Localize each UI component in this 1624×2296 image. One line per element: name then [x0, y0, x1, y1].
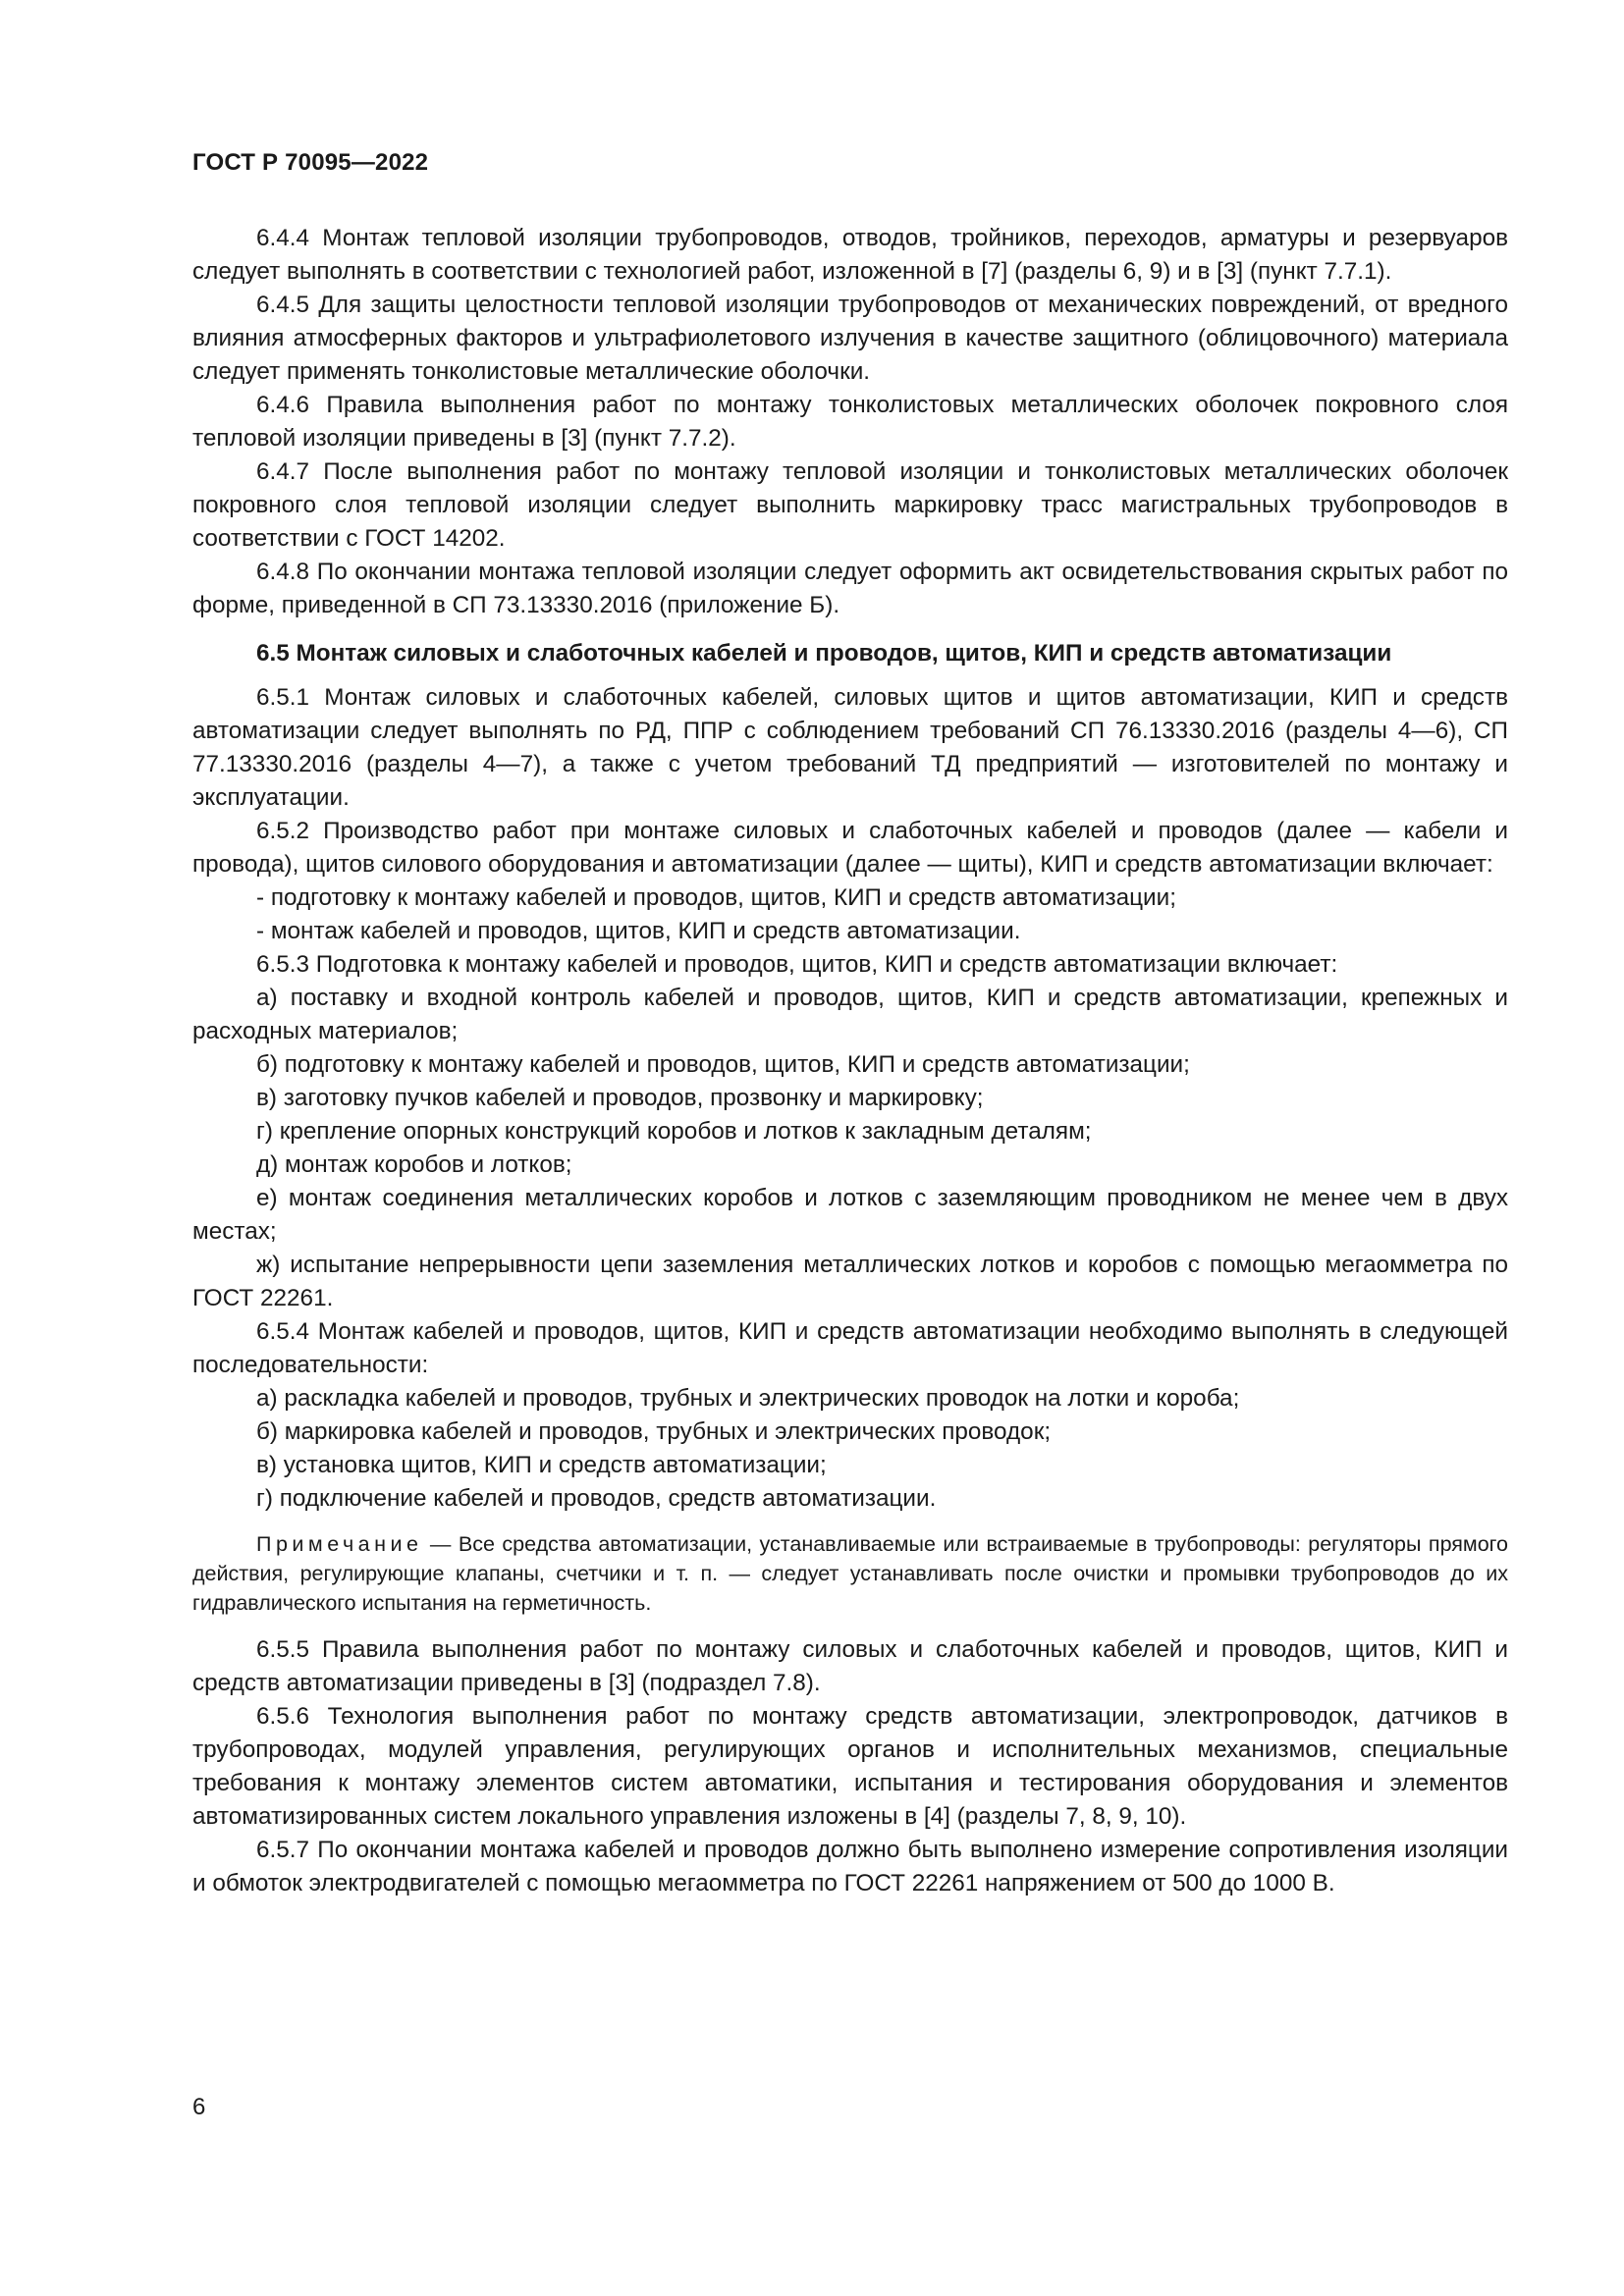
paragraph-6-5-7: 6.5.7 По окончании монтажа кабелей и проводов должно быть выполнено измерение сопротивления изоляции и обмоток электродвигателей с помощью мегаомметра по ГОСТ 22261 напряжением от 500 до 1000 В. — [192, 1837, 1508, 1896]
list-item: ж) испытание непрерывности цепи заземления металлических лотков и коробов с помощью мегаомметра по ГОСТ 22261. — [192, 1252, 1508, 1311]
list-item: - подготовку к монтажу кабелей и проводов, щитов, КИП и средств автоматизации; — [256, 884, 1176, 911]
document-header: ГОСТ Р 70095—2022 — [192, 149, 429, 176]
list-item: г) крепление опорных конструкций коробов и лотков к закладным деталям; — [256, 1118, 1092, 1145]
list-item: г) подключение кабелей и проводов, средств автоматизации. — [256, 1485, 937, 1512]
list-item: а) раскладка кабелей и проводов, трубных и электрических проводок на лотки и короба; — [256, 1385, 1240, 1412]
paragraph-6-5-1: 6.5.1 Монтаж силовых и слаботочных кабелей, силовых щитов и щитов автоматизации, КИП и средств автоматизации следует выполнять по РД, ППР с соблюдением требований СП 76.13330.2016 (разделы 4—6), СП 77.13330.2016 (разделы 4—7), а также с учетом требований ТД предприятий — изготовителей по монтажу и эксплуатации. — [192, 684, 1508, 811]
list-item: - монтаж кабелей и проводов, щитов, КИП и средств автоматизации. — [256, 918, 1021, 944]
paragraph-6-4-4: 6.4.4 Монтаж тепловой изоляции трубопроводов, отводов, тройников, переходов, арматуры и резервуаров следует выполнять в соответствии с технологией работ, изложенной в [7] (разделы 6, 9) и в [3] (пункт 7.7.1). — [192, 225, 1508, 285]
list-item: в) установка щитов, КИП и средств автоматизации; — [256, 1452, 827, 1478]
paragraph-6-5-5: 6.5.5 Правила выполнения работ по монтажу силовых и слаботочных кабелей и проводов, щитов, КИП и средств автоматизации приведены в [3] (подраздел 7.8). — [192, 1636, 1508, 1696]
list-item: б) подготовку к монтажу кабелей и проводов, щитов, КИП и средств автоматизации; — [256, 1051, 1190, 1078]
list-item: в) заготовку пучков кабелей и проводов, прозвонку и маркировку; — [256, 1085, 984, 1111]
note — [192, 1529, 1508, 1618]
list-item: е) монтаж соединения металлических коробов и лотков с заземляющим проводником не менее чем в двух местах; — [192, 1185, 1508, 1245]
list-item: д) монтаж коробов и лотков; — [256, 1151, 572, 1178]
note-label: Примечание — [256, 1532, 423, 1556]
paragraph-6-4-7: 6.4.7 После выполнения работ по монтажу тепловой изоляции и тонколистовых металлических оболочек покровного слоя тепловой изоляции следует выполнить маркировку трасс магистральных трубопроводов в соответствии с ГОСТ 14202. — [192, 458, 1508, 552]
note-text: — Все средства автоматизации, устанавливаемые или встраиваемые в трубопроводы: регуляторы прямого действия, регулирующие клапаны, счетчики и т. п. — следует устанавливать после очистки и промывки трубопроводов до их гидравлического испытания на герметичность. — [192, 1532, 1508, 1615]
document-body — [192, 222, 1508, 1900]
section-title-6-5: 6.5 Монтаж силовых и слаботочных кабелей и проводов, щитов, КИП и средств автоматизации — [256, 640, 1392, 667]
paragraph-6-5-3: 6.5.3 Подготовка к монтажу кабелей и проводов, щитов, КИП и средств автоматизации включает: — [256, 951, 1338, 978]
list-item: б) маркировка кабелей и проводов, трубных и электрических проводок; — [256, 1418, 1052, 1445]
paragraph-6-4-8: 6.4.8 По окончании монтажа тепловой изоляции следует оформить акт освидетельствования скрытых работ по форме, приведенной в СП 73.13330.2016 (приложение Б). — [192, 559, 1508, 618]
list-item: а) поставку и входной контроль кабелей и проводов, щитов, КИП и средств автоматизации, крепежных и расходных материалов; — [192, 985, 1508, 1044]
paragraph-6-4-5: 6.4.5 Для защиты целостности тепловой изоляции трубопроводов от механических повреждений, от вредного влияния атмосферных факторов и ультрафиолетового излучения в качестве защитного (облицовочного) материала следует применять тонколистовые металлические оболочки. — [192, 292, 1508, 385]
paragraph-6-5-4: 6.5.4 Монтаж кабелей и проводов, щитов, КИП и средств автоматизации необходимо выполнять в следующей последовательности: — [192, 1318, 1508, 1378]
paragraph-6-4-6: 6.4.6 Правила выполнения работ по монтажу тонколистовых металлических оболочек покровного слоя тепловой изоляции приведены в [3] (пункт 7.7.2). — [192, 392, 1508, 452]
paragraph-6-5-6: 6.5.6 Технология выполнения работ по монтажу средств автоматизации, электропроводок, датчиков в трубопроводах, модулей управления, регулирующих органов и исполнительных механизмов, специальные требования к монтажу элементов систем автоматики, испытания и тестирования оборудования и элементов автоматизированных систем локального управления изложены в [4] (разделы 7, 8, 9, 10). — [192, 1703, 1508, 1830]
page-number: 6 — [192, 2094, 206, 2120]
paragraph-6-5-2: 6.5.2 Производство работ при монтаже силовых и слаботочных кабелей и проводов (далее — кабели и провода), щитов силового оборудования и автоматизации (далее — щиты), КИП и средств автоматизации включает: — [192, 818, 1508, 878]
